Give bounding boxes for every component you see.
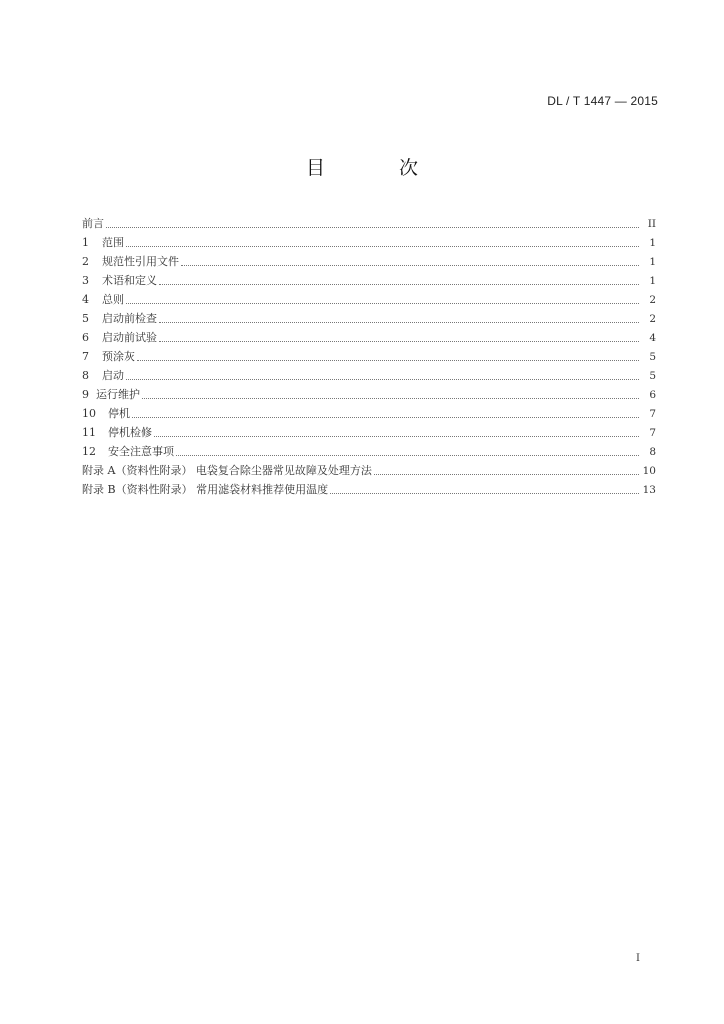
toc-entry-6[interactable] bbox=[82, 326, 656, 345]
toc-entry-text: 前言 bbox=[82, 217, 104, 230]
toc-entry-number: 3 bbox=[82, 274, 89, 287]
toc-entry-text: 停机检修 bbox=[108, 426, 152, 439]
toc-entry-label bbox=[82, 483, 328, 497]
toc-entry-page: II bbox=[647, 218, 656, 230]
toc-entry-page: 7 bbox=[649, 427, 656, 439]
toc-entry-number: 2 bbox=[82, 255, 89, 268]
toc-entry-text: 运行维护 bbox=[96, 388, 140, 401]
toc-entry-label bbox=[82, 255, 179, 269]
toc-entry-number: 12 bbox=[82, 445, 96, 458]
toc-entry-text: 范围 bbox=[102, 236, 124, 249]
toc-entry-3[interactable] bbox=[82, 269, 656, 288]
page-number: I bbox=[636, 953, 640, 964]
toc-entry-label bbox=[82, 369, 124, 383]
toc-entry-text: 安全注意事项 bbox=[108, 445, 174, 458]
toc-entry-text: 停机 bbox=[108, 407, 130, 420]
toc-entry-appendix-b[interactable] bbox=[82, 478, 656, 497]
toc-entry-label bbox=[82, 388, 140, 402]
toc-title: 目 次 bbox=[305, 157, 453, 179]
toc-entry-text: 规范性引用文件 bbox=[102, 255, 179, 268]
toc-dot-leader bbox=[132, 417, 639, 418]
toc-entry-page: 5 bbox=[649, 351, 656, 363]
toc-entry-page: 1 bbox=[649, 237, 656, 249]
toc-entry-1[interactable] bbox=[82, 231, 656, 250]
toc-entry-page: 7 bbox=[649, 408, 656, 420]
toc-entry-label bbox=[82, 293, 124, 307]
toc-entry-label bbox=[82, 331, 157, 345]
toc-entry-2[interactable] bbox=[82, 250, 656, 269]
toc-dot-leader bbox=[159, 341, 639, 342]
toc-entry-text: 预涂灰 bbox=[102, 350, 135, 363]
toc-dot-leader bbox=[142, 398, 639, 399]
toc-entry-page: 2 bbox=[649, 294, 656, 306]
toc-entry-foreword[interactable] bbox=[82, 212, 656, 231]
toc-entry-9[interactable] bbox=[82, 383, 656, 402]
toc-entry-number: 11 bbox=[82, 426, 96, 439]
toc-entry-page: 8 bbox=[649, 446, 656, 458]
toc-dot-leader bbox=[137, 360, 639, 361]
toc-entry-8[interactable] bbox=[82, 364, 656, 383]
toc-entry-number: 8 bbox=[82, 369, 89, 382]
toc-entry-text: 启动前检查 bbox=[102, 312, 157, 325]
toc-entry-label bbox=[82, 236, 124, 250]
toc-entry-4[interactable] bbox=[82, 288, 656, 307]
toc-entry-text: 启动前试验 bbox=[102, 331, 157, 344]
toc-entry-page: 2 bbox=[649, 313, 656, 325]
toc-entry-page: 1 bbox=[649, 256, 656, 268]
toc-dot-leader bbox=[181, 265, 639, 266]
toc-entry-12[interactable] bbox=[82, 440, 656, 459]
toc-entry-page: 13 bbox=[642, 484, 656, 496]
toc-entry-page: 1 bbox=[649, 275, 656, 287]
toc-entry-label bbox=[82, 445, 174, 459]
toc-dot-leader bbox=[106, 227, 639, 228]
toc-dot-leader bbox=[126, 246, 639, 247]
toc-entry-7[interactable] bbox=[82, 345, 656, 364]
toc-entry-label bbox=[82, 407, 130, 421]
toc-entry-appendix-a[interactable] bbox=[82, 459, 656, 478]
standard-code: DL / T 1447 — 2015 bbox=[547, 94, 658, 108]
toc-entry-text: 术语和定义 bbox=[102, 274, 157, 287]
toc-entry-label bbox=[82, 274, 157, 288]
toc-entry-10[interactable] bbox=[82, 402, 656, 421]
toc-entry-number: 4 bbox=[82, 293, 89, 306]
toc-dot-leader bbox=[374, 474, 639, 475]
toc-dot-leader bbox=[159, 322, 639, 323]
toc-dot-leader bbox=[154, 436, 639, 437]
toc-entry-number: 1 bbox=[82, 236, 89, 249]
toc-dot-leader bbox=[126, 379, 639, 380]
toc-entry-label bbox=[82, 312, 157, 326]
toc-entry-text: 启动 bbox=[102, 369, 124, 382]
toc-entry-label bbox=[82, 217, 104, 231]
toc-dot-leader bbox=[330, 493, 639, 494]
table-of-contents bbox=[82, 212, 656, 497]
toc-entry-page: 4 bbox=[649, 332, 656, 344]
toc-entry-number: 5 bbox=[82, 312, 89, 325]
toc-entry-page: 6 bbox=[649, 389, 656, 401]
toc-entry-number: 9 bbox=[82, 388, 89, 401]
toc-dot-leader bbox=[159, 284, 639, 285]
toc-entry-5[interactable] bbox=[82, 307, 656, 326]
toc-entry-label bbox=[82, 464, 372, 478]
toc-dot-leader bbox=[176, 455, 639, 456]
toc-entry-label bbox=[82, 426, 152, 440]
toc-entry-page: 5 bbox=[649, 370, 656, 382]
toc-entry-11[interactable] bbox=[82, 421, 656, 440]
toc-entry-number: 10 bbox=[82, 407, 96, 420]
toc-entry-number: 6 bbox=[82, 331, 89, 344]
toc-entry-text: 附录 A（资料性附录） 电袋复合除尘器常见故障及处理方法 bbox=[82, 464, 372, 477]
toc-dot-leader bbox=[126, 303, 639, 304]
toc-entry-number: 7 bbox=[82, 350, 89, 363]
toc-entry-page: 10 bbox=[642, 465, 656, 477]
toc-entry-text: 总则 bbox=[102, 293, 124, 306]
toc-entry-text: 附录 B（资料性附录） 常用滤袋材料推荐使用温度 bbox=[82, 483, 329, 496]
toc-entry-label bbox=[82, 350, 135, 364]
